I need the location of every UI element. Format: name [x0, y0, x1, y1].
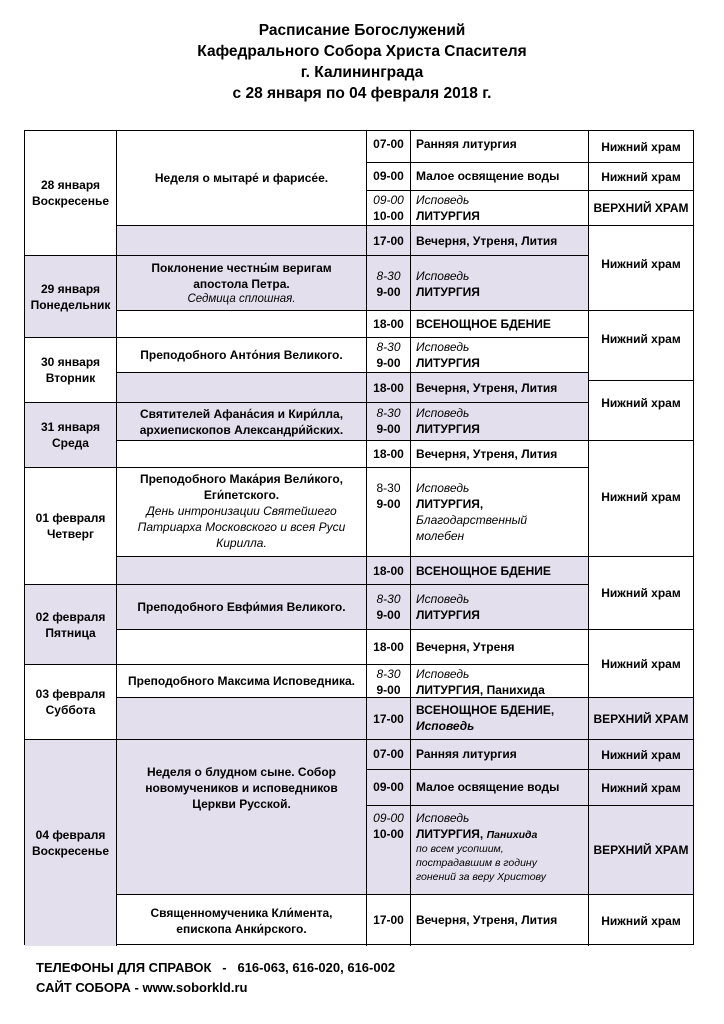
service-cell	[411, 256, 589, 311]
service: Исповедь	[416, 719, 475, 733]
service-cell	[411, 468, 589, 557]
title-line-4: с 28 января по 04 февраля 2018 г.	[232, 85, 492, 102]
service-cell	[411, 806, 589, 895]
service-cell	[411, 131, 589, 163]
temple-cell	[589, 226, 693, 311]
footer	[36, 958, 395, 998]
date-cell	[25, 256, 117, 338]
temple: Нижний храм	[601, 490, 681, 504]
weekday: Суббота	[45, 703, 96, 717]
service: ЛИТУРГИЯ	[416, 285, 480, 299]
feast-note: День интронизации Святейшего Патриарха Московского и всея Руси Кирилла.	[137, 504, 346, 550]
service: ЛИТУРГИЯ	[416, 356, 480, 370]
time-cell	[367, 557, 411, 585]
weekday: Вторник	[45, 371, 96, 385]
date: 01 февраля	[35, 511, 106, 525]
feast-title: Неделя о блудном сыне. Собор новомучеников и исповедников Церкви Русской.	[145, 765, 338, 811]
date-cell	[25, 131, 117, 256]
temple-cell	[589, 806, 693, 895]
service: Исповедь	[416, 592, 470, 606]
page-title	[0, 20, 724, 104]
feast-cell-empty	[117, 373, 367, 403]
service: Вечерня, Утреня, Лития	[416, 447, 558, 461]
site-link[interactable]: www.soborkld.ru	[142, 980, 248, 995]
date: 30 января	[41, 355, 100, 369]
time: 07-00	[373, 747, 404, 761]
feast-title: Святителей Афана́сия и Кири́лла, архиепископов Александри́йских.	[139, 406, 344, 437]
time-cell	[367, 311, 411, 338]
service: ЛИТУРГИЯ	[416, 608, 480, 622]
service: Малое освящение воды	[416, 780, 560, 794]
feast-title: Священномученика Кли́мента, епископа Анки́рского.	[150, 905, 333, 936]
time: 09-00	[373, 193, 404, 207]
time: 09-00	[373, 780, 404, 794]
date-cell	[25, 585, 117, 665]
service: Исповедь	[416, 340, 470, 354]
date: 04 февраля	[35, 828, 106, 842]
temple-cell	[589, 131, 693, 163]
service: Вечерня, Утреня, Лития	[416, 234, 558, 248]
time-cell	[367, 630, 411, 665]
title-line-1: Расписание Богослужений	[258, 22, 466, 39]
time: 18-00	[373, 317, 404, 331]
feast-note: Седмица сплошная.	[187, 293, 296, 305]
title-line-3: г. Калининграда	[300, 64, 424, 81]
service-cell	[411, 630, 589, 665]
temple-cell	[589, 698, 693, 740]
time-cell	[367, 740, 411, 770]
service-cell	[411, 557, 589, 585]
time: 10-00	[373, 209, 404, 223]
date: 02 февраля	[35, 609, 106, 624]
service: Ранняя литургия	[416, 747, 517, 761]
feast-cell	[117, 403, 367, 441]
service: Исповедь	[416, 406, 470, 420]
time: 9-00	[376, 608, 401, 622]
service: Вечерня, Утреня, Лития	[416, 913, 558, 927]
feast-title: Неделя о мытаре́ и фарисе́е.	[154, 171, 329, 185]
time-cell	[367, 698, 411, 740]
service-cell	[411, 403, 589, 441]
temple-cell	[589, 441, 693, 557]
time-cell	[367, 131, 411, 163]
temple: ВЕРХНИЙ ХРАМ	[593, 201, 689, 215]
time-cell	[367, 441, 411, 468]
weekday: Понедельник	[30, 297, 111, 312]
temple: Нижний храм	[601, 169, 681, 184]
feast-title: Преподобного Максима Исповедника.	[128, 674, 355, 688]
time: 9-00	[376, 497, 401, 511]
temple: Нижний храм	[601, 913, 681, 928]
phones: 616-063, 616-020, 616-002	[237, 960, 396, 975]
date-cell	[25, 403, 117, 468]
time-cell	[367, 770, 411, 806]
service: ЛИТУРГИЯ,	[416, 827, 484, 841]
service-note: по всем усопшим, пострадавшим в годину гонений за веру Христову	[416, 843, 546, 883]
time-cell	[367, 226, 411, 256]
temple-cell	[589, 191, 693, 226]
temple: Нижний храм	[601, 139, 681, 154]
weekday: Четверг	[46, 527, 95, 541]
service: ЛИТУРГИЯ,	[416, 497, 484, 511]
weekday: Воскресенье	[31, 844, 109, 858]
site-label: САЙТ СОБОРА -	[36, 980, 139, 995]
time: 17-00	[373, 712, 404, 726]
time-cell	[367, 256, 411, 311]
temple: Нижний храм	[601, 257, 681, 271]
time: 8-30	[376, 406, 401, 420]
feast-title: Преподобного Евфи́мия Великого.	[137, 600, 346, 614]
service-cell	[411, 441, 589, 468]
service: Ранняя литургия	[416, 137, 517, 151]
temple-cell	[589, 770, 693, 806]
time-cell	[367, 468, 411, 557]
temple: ВЕРХНИЙ ХРАМ	[593, 843, 689, 857]
temple: ВЕРХНИЙ ХРАМ	[593, 711, 689, 726]
feast-cell-empty	[117, 311, 367, 338]
service-cell	[411, 740, 589, 770]
service: ВСЕНОЩНОЕ БДЕНИЕ	[416, 564, 551, 578]
service-cell	[411, 895, 589, 946]
time: 07-00	[373, 137, 404, 151]
service-cell	[411, 191, 589, 226]
time-cell	[367, 806, 411, 895]
time-cell	[367, 895, 411, 946]
service: ЛИТУРГИЯ	[416, 209, 480, 223]
service: ВСЕНОЩНОЕ БДЕНИЕ	[416, 317, 551, 331]
time: 8-30	[376, 481, 401, 495]
service: Исповедь	[416, 667, 470, 681]
feast-cell	[117, 468, 367, 557]
service: Вечерня, Утреня, Лития	[416, 381, 558, 395]
temple: Нижний храм	[601, 332, 681, 346]
service: ВСЕНОЩНОЕ БДЕНИЕ,	[416, 703, 555, 717]
feast-cell-empty	[117, 630, 367, 665]
time: 8-30	[376, 592, 401, 606]
schedule-table	[24, 130, 694, 945]
temple-cell	[589, 740, 693, 770]
service-cell	[411, 373, 589, 403]
service-cell	[411, 585, 589, 630]
temple-cell	[589, 895, 693, 946]
time: 09-00	[373, 169, 404, 183]
time: 9-00	[376, 285, 401, 299]
time: 9-00	[376, 356, 401, 370]
date: 28 января	[41, 178, 100, 192]
time: 9-00	[376, 422, 401, 436]
time: 17-00	[373, 234, 404, 248]
date: 29 января	[41, 281, 100, 296]
feast-cell	[117, 895, 367, 946]
service: Вечерня, Утреня	[416, 640, 515, 654]
service: ЛИТУРГИЯ, Панихида	[416, 683, 545, 697]
time: 18-00	[373, 381, 404, 395]
time-cell	[367, 338, 411, 373]
temple-cell	[589, 311, 693, 381]
temple-cell	[589, 630, 693, 698]
service-cell	[411, 311, 589, 338]
weekday: Среда	[52, 436, 89, 450]
feast-cell-empty	[117, 226, 367, 256]
date-cell	[25, 338, 117, 403]
weekday: Воскресенье	[31, 194, 109, 208]
time: 17-00	[373, 913, 404, 927]
service-cell	[411, 226, 589, 256]
phones-line: ТЕЛЕФОНЫ ДЛЯ СПРАВОК - 616-063, 616-020, 616-002	[36, 960, 396, 975]
time: 8-30	[376, 667, 401, 681]
feast-title: Преподобного Анто́ния Великого.	[140, 348, 343, 362]
feast-cell-empty	[117, 698, 367, 740]
temple: Нижний храм	[601, 586, 681, 600]
service-cell	[411, 698, 589, 740]
feast-cell	[117, 338, 367, 373]
title-line-2: Кафедрального Собора Христа Спасителя	[197, 43, 527, 60]
temple-cell	[589, 557, 693, 630]
time: 8-30	[376, 269, 401, 283]
time: 09-00	[373, 811, 404, 825]
feast-cell-empty	[117, 441, 367, 468]
date-cell	[25, 665, 117, 740]
time: 18-00	[373, 564, 404, 578]
feast-cell	[117, 131, 367, 226]
time: 18-00	[373, 640, 404, 654]
service: Малое освящение воды	[416, 169, 560, 183]
feast-title: Поклонение честны́м веригам апостола Петра.	[151, 261, 332, 291]
time: 8-30	[376, 340, 401, 354]
time-cell	[367, 163, 411, 191]
feast-title: Преподобного Мака́рия Вели́кого, Еги́петского.	[139, 472, 344, 502]
service-cell	[411, 338, 589, 373]
service: Исповедь	[416, 269, 470, 283]
time-cell	[367, 665, 411, 698]
service: ЛИТУРГИЯ	[416, 422, 480, 436]
service: Исповедь	[416, 193, 470, 207]
time: 18-00	[373, 447, 404, 461]
time-cell	[367, 403, 411, 441]
temple: Нижний храм	[601, 657, 681, 671]
date-cell	[25, 468, 117, 585]
feast-cell-empty	[117, 557, 367, 585]
service-cell	[411, 665, 589, 698]
phones-label: ТЕЛЕФОНЫ ДЛЯ СПРАВОК	[36, 960, 212, 975]
weekday: Пятница	[45, 625, 96, 640]
feast-cell	[117, 256, 367, 311]
feast-cell	[117, 585, 367, 630]
temple-cell	[589, 381, 693, 441]
service: Благодарственный молебен	[416, 513, 528, 543]
site-line	[36, 978, 395, 998]
temple: Нижний храм	[601, 747, 681, 762]
feast-cell	[117, 665, 367, 698]
temple: Нижний храм	[601, 780, 681, 795]
date: 03 февраля	[35, 687, 106, 701]
date: 31 января	[41, 420, 100, 434]
temple: Нижний храм	[601, 396, 681, 410]
time-cell	[367, 191, 411, 226]
service-cell	[411, 770, 589, 806]
service: Исповедь	[416, 481, 470, 495]
temple-cell	[589, 163, 693, 191]
service: Исповедь	[416, 811, 470, 825]
service-cell	[411, 163, 589, 191]
feast-cell	[117, 740, 367, 895]
time-cell	[367, 585, 411, 630]
time: 9-00	[376, 683, 401, 697]
time: 10-00	[373, 827, 404, 841]
time-cell	[367, 373, 411, 403]
service: Панихида	[486, 829, 538, 841]
date-cell	[25, 740, 117, 946]
